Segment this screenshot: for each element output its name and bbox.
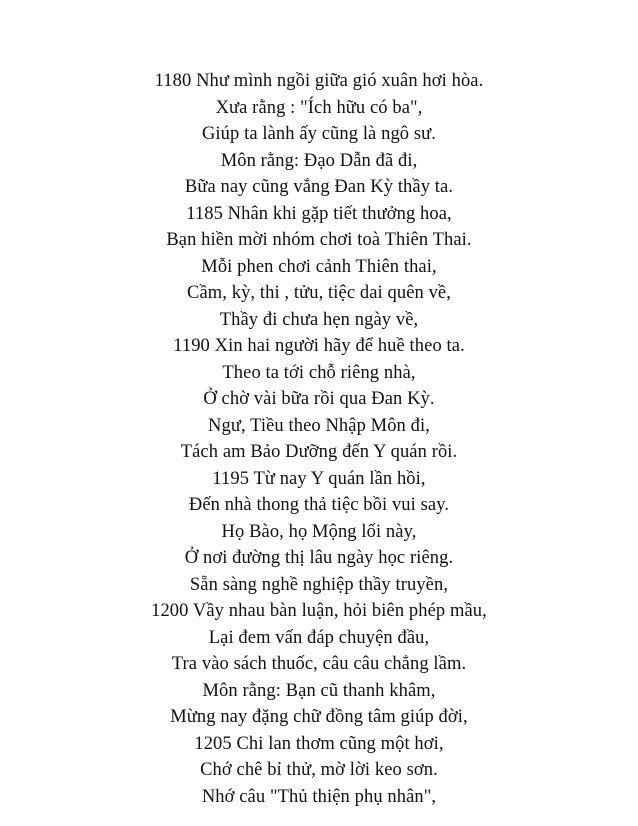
poem-line: Lại đem vấn đáp chuyện đầu,	[208, 627, 430, 648]
poem-line: Thầy đi chưa hẹn ngày về,	[219, 309, 419, 330]
poem-line: Môn rằng: Bạn cũ thanh khâm,	[202, 680, 436, 701]
poem-line: Tách am Bảo Dưỡng đến Y quán rồi.	[180, 442, 458, 462]
poem-text	[0, 68, 638, 810]
poem-line: Ở nơi đường thị lâu ngày học riêng.	[184, 548, 454, 568]
poem-line: Tra vào sách thuốc, câu câu chẳng lầm.	[171, 654, 467, 674]
poem-line: Môn rằng: Đạo Dẫn đã đi,	[220, 150, 418, 171]
poem-line-1180: 1180 Như mình ngồi giữa gió xuân hơi hòa.	[154, 71, 484, 91]
poem-line: Họ Bào, họ Mộng lối này,	[221, 521, 417, 542]
poem-line: Cầm, kỳ, thi , tửu, tiệc dai quên về,	[187, 283, 451, 303]
poem-line: Giúp ta lành ấy cũng là ngô sư.	[201, 124, 437, 144]
poem-line: Ở chờ vài bữa rồi qua Đan Kỳ.	[203, 389, 435, 409]
poem-line: Chớ chê bỉ thử, mờ lời keo sơn.	[200, 760, 438, 780]
poem-line-1200: 1200 Vầy nhau bàn luận, hỏi biên phép mầu,	[151, 601, 487, 621]
poem-line: Mỗi phen chơi cảnh Thiên thai,	[201, 256, 437, 277]
poem-line: Ngư, Tiều theo Nhập Môn đi,	[208, 415, 430, 436]
poem-line: Đến nhà thong thả tiệc bồi vui say.	[188, 495, 450, 515]
poem-line-1190: 1190 Xin hai người hãy để huề theo ta.	[173, 336, 465, 356]
poem-line: Mừng nay đặng chữ đồng tâm giúp đời,	[170, 707, 468, 727]
poem-line-1195: 1195 Từ nay Y quán lần hồi,	[212, 468, 426, 489]
poem-line: Theo ta tới chỗ riêng nhà,	[222, 362, 416, 383]
poem-line-1185: 1185 Nhân khi gặp tiết thưởng hoa,	[186, 203, 452, 224]
poem-line: Bạn hiền mời nhóm chơi toà Thiên Thai.	[166, 230, 472, 250]
poem-line: Nhớ câu "Thủ thiện phụ nhân",	[201, 786, 437, 807]
poem-line: Sẵn sàng nghề nghiệp thầy truyền,	[189, 574, 449, 595]
poem-line: Xưa rằng : "Ích hữu có ba",	[215, 97, 423, 118]
poem-line-1205: 1205 Chi lan thơm cũng một hơi,	[194, 733, 444, 754]
poem-line: Bữa nay cũng vắng Đan Kỳ thầy ta.	[184, 177, 454, 197]
